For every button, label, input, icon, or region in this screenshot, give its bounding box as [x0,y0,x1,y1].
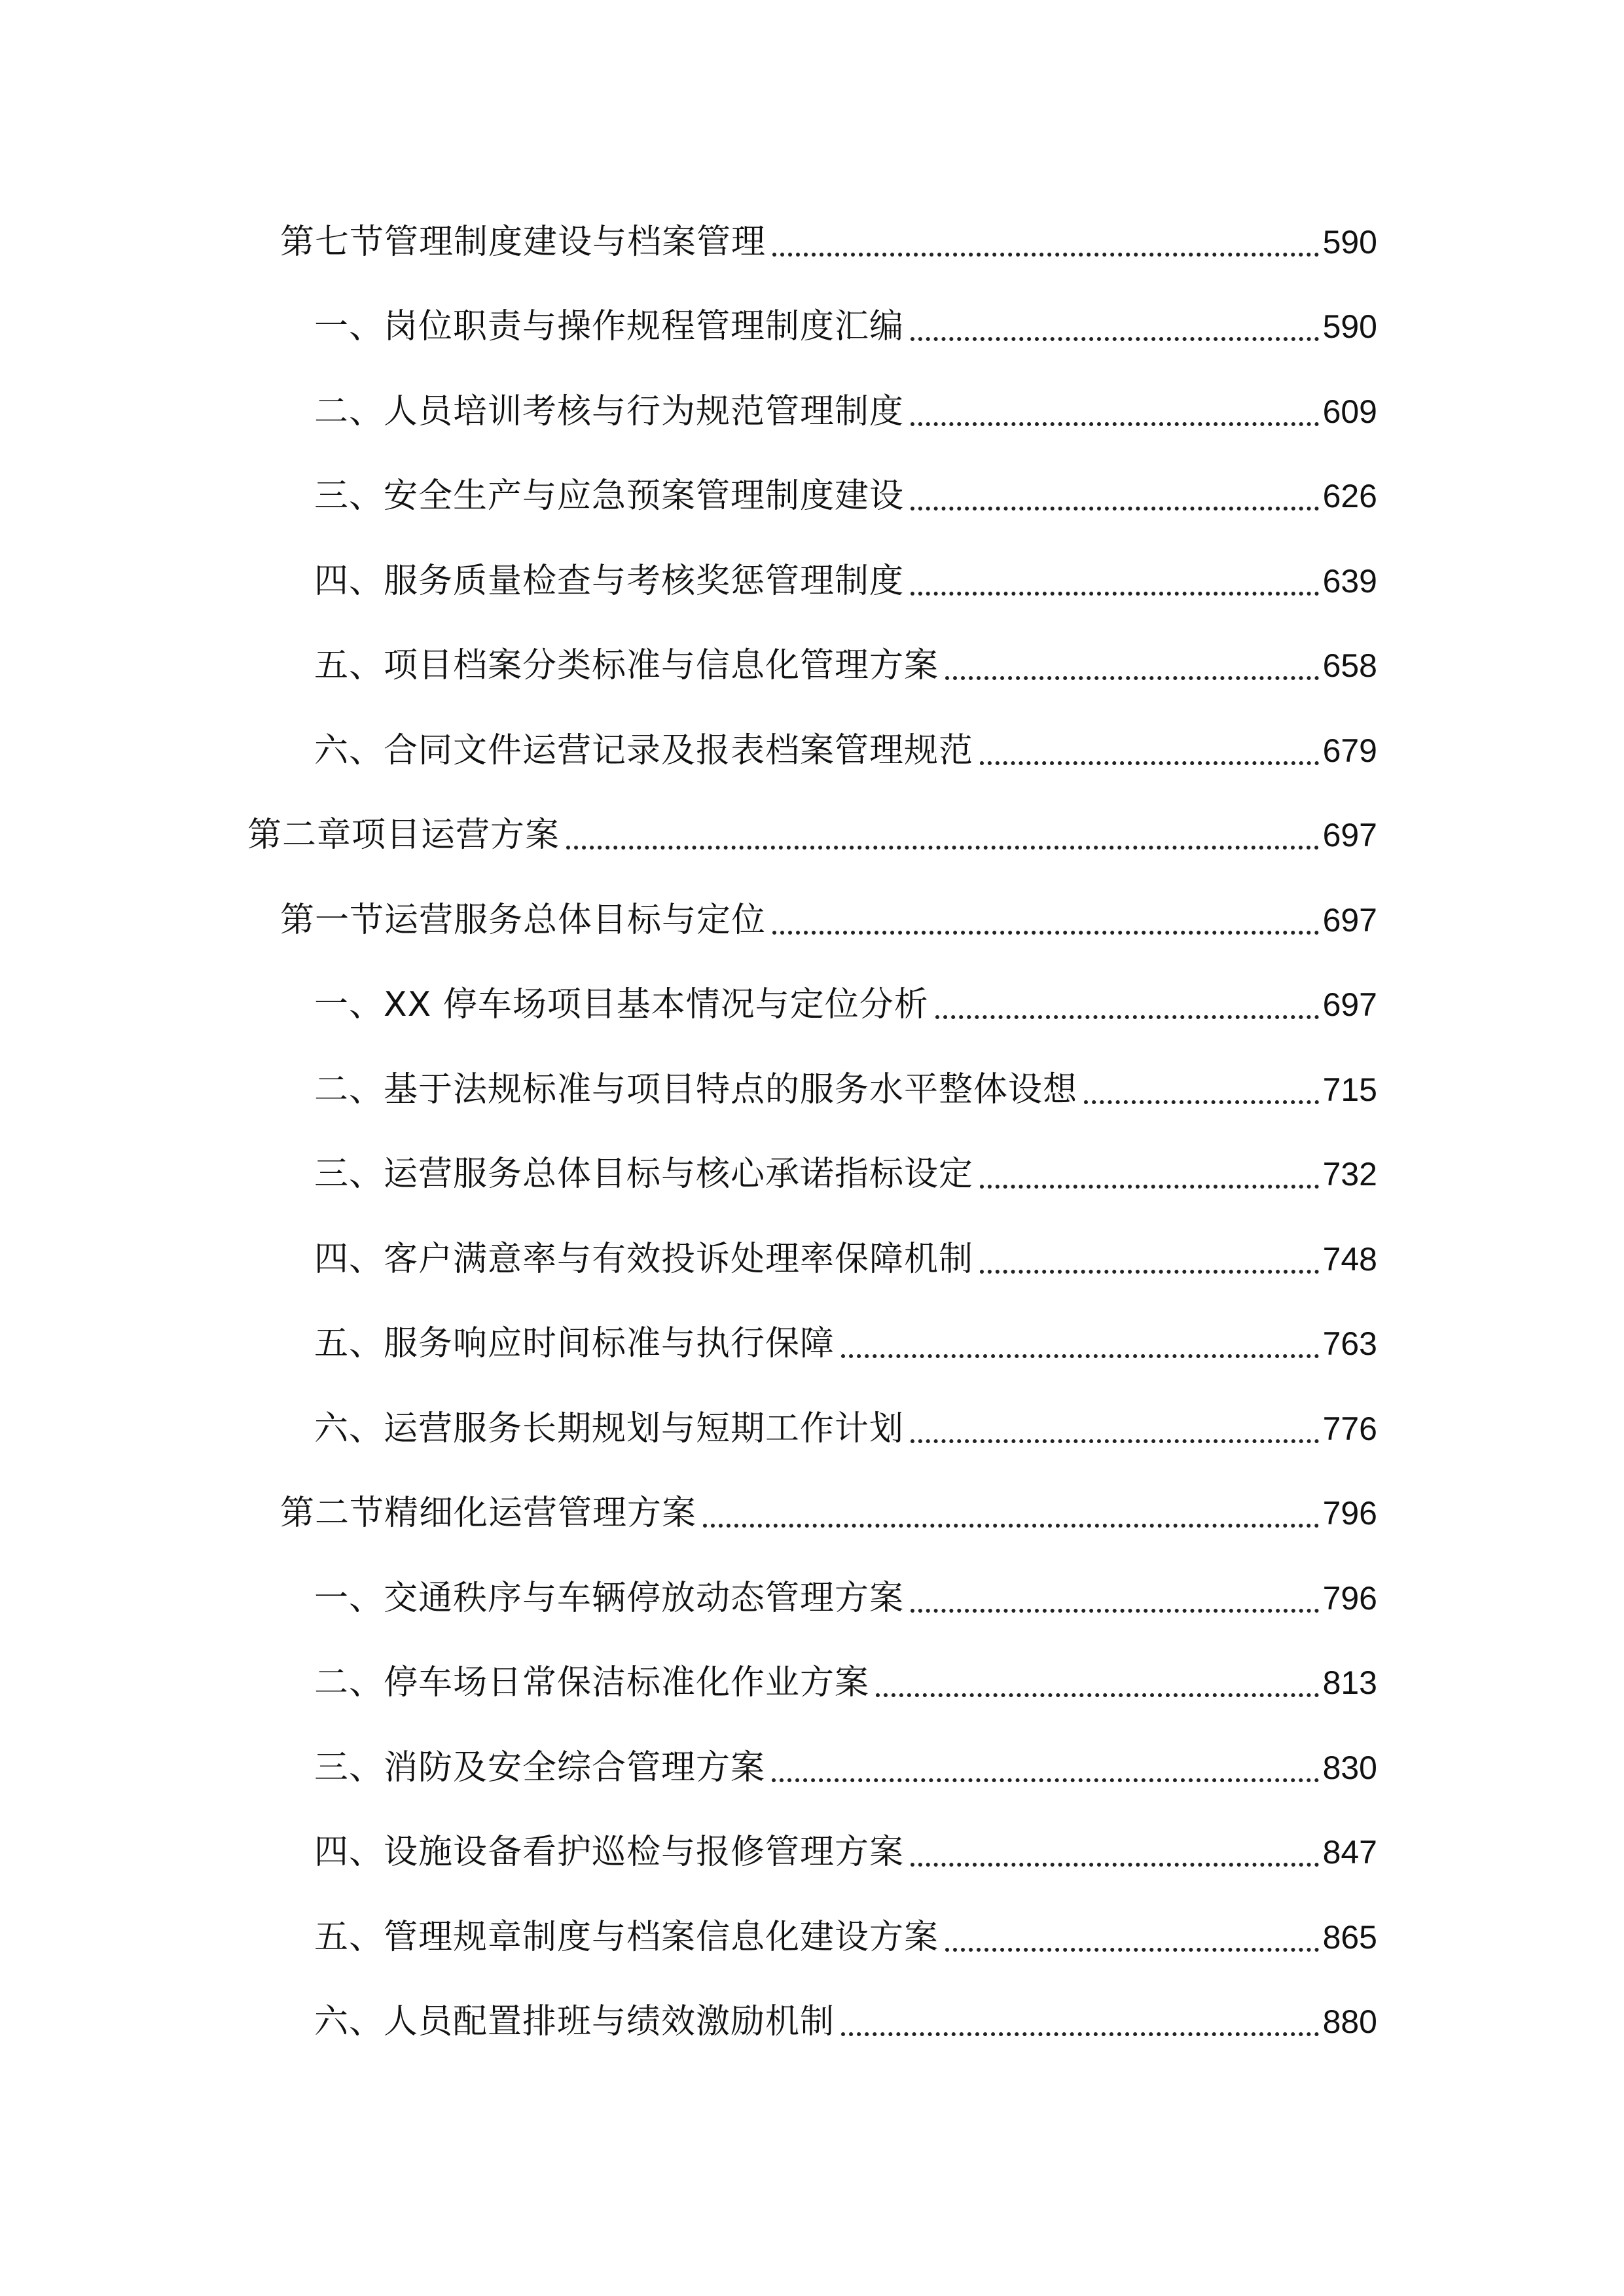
toc-entry-subsection[interactable] [314,639,1377,692]
toc-entry-section[interactable] [280,1487,1377,1539]
toc-entry-subsection[interactable] [314,1572,1377,1624]
toc-entry-page-number: 715 [1322,1071,1377,1108]
toc-entry-subsection[interactable] [314,1742,1377,1794]
dot-leader [841,2032,1319,2036]
dot-leader [980,1185,1319,1189]
dot-leader [911,1439,1319,1443]
toc-entry-subsection[interactable] [314,1996,1377,2048]
dot-leader [911,1863,1319,1867]
toc-entry-title: 五、管理规章制度与档案信息化建设方案 [314,1918,939,1957]
toc-entry-section[interactable] [280,216,1377,268]
toc-entry-page-number: 796 [1322,1495,1377,1532]
dot-leader [772,253,1319,257]
toc-entry-subsection[interactable] [314,725,1377,777]
toc-entry-subsection[interactable] [314,1233,1377,1285]
dot-leader [876,1693,1319,1697]
toc-entry-title: 一、XX 停车场项目基本情况与定位分析 [314,985,929,1024]
toc-entry-subsection[interactable] [314,1318,1377,1370]
dot-leader [945,676,1319,680]
toc-entry-page-number: 847 [1322,1834,1377,1871]
toc-entry-title: 三、运营服务总体目标与核心承诺指标设定 [314,1155,974,1194]
dot-leader [980,761,1319,765]
toc-entry-title: 二、基于法规标准与项目特点的服务水平整体设想 [314,1070,1078,1109]
toc-entry-subsection[interactable] [314,1826,1377,1878]
toc-entry-subsection[interactable] [314,470,1377,522]
dot-leader [703,1524,1319,1528]
toc-entry-page-number: 609 [1322,393,1377,430]
toc-entry-chapter[interactable] [247,809,1377,861]
toc-entry-page-number: 763 [1322,1325,1377,1362]
toc-entry-title: 第一节运营服务总体目标与定位 [280,901,767,940]
toc-entry-page-number: 697 [1322,817,1377,853]
dot-leader [935,1015,1319,1019]
toc-entry-page-number: 626 [1322,478,1377,514]
toc-entry-title: 第七节管理制度建设与档案管理 [280,223,767,262]
toc-entry-subsection[interactable] [314,978,1377,1031]
toc-entry-title: 六、人员配置排班与绩效激励机制 [314,2002,835,2041]
toc-entry-title: 四、客户满意率与有效投诉处理率保障机制 [314,1240,974,1279]
toc-entry-title: 五、项目档案分类标准与信息化管理方案 [314,646,939,685]
toc-entry-title: 五、服务响应时间标准与执行保障 [314,1324,835,1363]
toc-entry-page-number: 748 [1322,1241,1377,1278]
dot-leader [772,931,1319,935]
toc-entry-page-number: 679 [1322,732,1377,769]
dot-leader [980,1270,1319,1274]
toc-entry-subsection[interactable] [314,1148,1377,1200]
toc-entry-title: 二、人员培训考核与行为规范管理制度 [314,392,905,431]
toc-entry-title: 三、消防及安全综合管理方案 [314,1748,766,1787]
toc-entry-page-number: 697 [1322,986,1377,1023]
toc-entry-title: 六、合同文件运营记录及报表档案管理规范 [314,731,974,770]
dot-leader [1084,1100,1319,1104]
toc-entry-page-number: 880 [1322,2003,1377,2040]
toc-entry-title: 二、停车场日常保洁标准化作业方案 [314,1663,870,1702]
toc-entry-subsection[interactable] [314,386,1377,438]
toc-entry-page-number: 813 [1322,1664,1377,1701]
toc-entry-page-number: 590 [1322,224,1377,260]
toc-entry-page-number: 796 [1322,1580,1377,1617]
toc-entry-title: 六、运营服务长期规划与短期工作计划 [314,1409,905,1448]
dot-leader [772,1778,1319,1782]
toc-entry-title: 一、岗位职责与操作规程管理制度汇编 [314,307,905,346]
toc-entry-page-number: 830 [1322,1749,1377,1786]
toc-entry-page-number: 639 [1322,563,1377,600]
dot-leader [566,846,1319,850]
dot-leader [841,1354,1319,1358]
dot-leader [911,1609,1319,1613]
toc-entry-page-number: 658 [1322,647,1377,684]
toc-entry-page-number: 776 [1322,1410,1377,1447]
dot-leader [911,422,1319,426]
toc-entry-page-number: 732 [1322,1156,1377,1193]
toc-entry-section[interactable] [280,894,1377,946]
toc-entry-page-number: 590 [1322,308,1377,345]
toc-entry-title: 一、交通秩序与车辆停放动态管理方案 [314,1579,905,1618]
toc-entry-title: 四、设施设备看护巡检与报修管理方案 [314,1833,905,1872]
dot-leader [911,337,1319,341]
toc-entry-subsection[interactable] [314,1911,1377,1964]
toc-entry-title: 第二节精细化运营管理方案 [280,1494,697,1533]
dot-leader [911,592,1319,596]
toc-entry-page-number: 865 [1322,1919,1377,1956]
toc-entry-title: 三、安全生产与应急预案管理制度建设 [314,476,905,516]
dot-leader [911,507,1319,511]
toc-entry-subsection[interactable] [314,555,1377,607]
toc-entry-page-number: 697 [1322,902,1377,939]
toc-entry-subsection[interactable] [314,300,1377,353]
toc-entry-title: 第二章项目运营方案 [247,816,560,855]
toc-entry-subsection[interactable] [314,1657,1377,1709]
dot-leader [945,1948,1319,1952]
toc-entry-subsection[interactable] [314,1064,1377,1116]
toc-entry-subsection[interactable] [314,1403,1377,1455]
toc-entry-title: 四、服务质量检查与考核奖惩管理制度 [314,562,905,601]
